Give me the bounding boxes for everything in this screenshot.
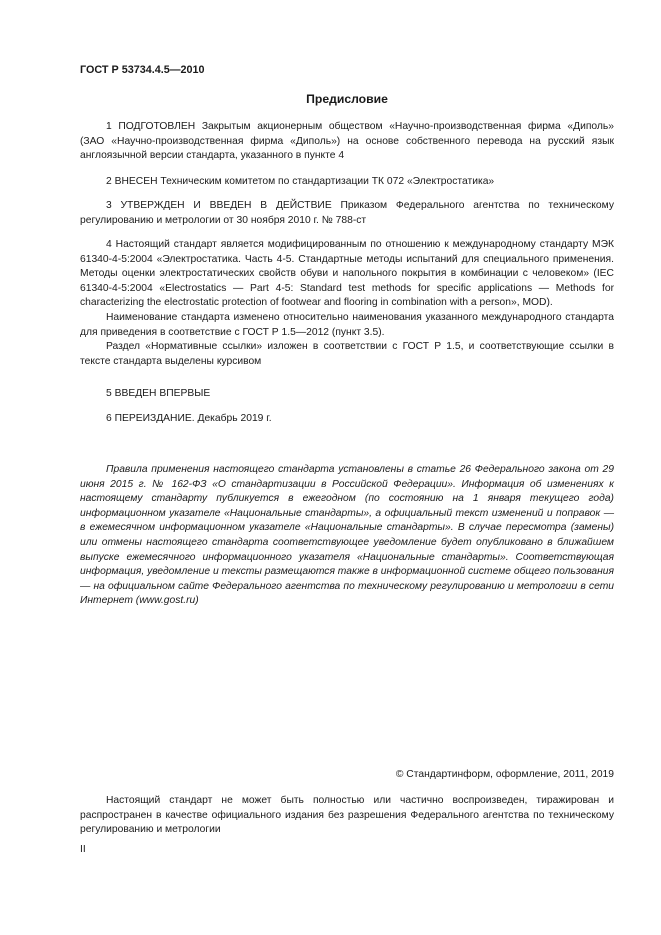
item-3	[80, 199, 614, 228]
item-6-text: 6 ПЕРЕИЗДАНИЕ. Декабрь 2019 г.	[106, 413, 272, 424]
item-5-text: 5 ВВЕДЕН ВПЕРВЫЕ	[106, 388, 211, 399]
document-code: ГОСТ Р 53734.4.5—2010	[80, 64, 205, 76]
page-title: Предисловие	[306, 92, 388, 106]
item-4-references: Раздел «Нормативные ссылки» изложен в соответствии с ГОСТ Р 1.5, и соответствующие ссылки в тексте стандарта выделены курсивом	[80, 341, 614, 367]
reproduction-notice	[80, 794, 614, 838]
item-2-text: 2 ВНЕСЕН Техническим комитетом по стандартизации ТК 072 «Электростатика»	[106, 176, 495, 187]
item-6	[80, 412, 614, 427]
item-5	[80, 387, 614, 402]
item-4-name-change: Наименование стандарта изменено относительно наименования указанного международного стандарта для приведения в соответствие с ГОСТ Р 1.5—2012 (пункт 3.5).	[80, 311, 614, 338]
item-2	[80, 175, 614, 190]
reproduction-notice-text: Настоящий стандарт не может быть полностью или частично воспроизведен, тиражирован и распространен в качестве официального издания без разрешения Федерального агентства по техническому регулированию и метрологии	[80, 795, 614, 836]
page-number: II	[80, 844, 86, 855]
rules-notice-text: Правила применения настоящего стандарта установлены в статье 26 Федерального закона от 29 июня 2015 г. № 162-ФЗ «О стандартизации в Российской Федерации». Информация об изменениях к настоящему стандарту публикуется в ежегодном (по состоянию на 1 января текущего года) информационном указателе «Национальные стандарты», а официальный текст изменений и поправок — в ежемесячном информационном указателе «Национальные стандарты». В случае пересмотра (замены) или отмены настоящего стандарта соответствующее уведомление будет опубликовано в ближайшем выпуске ежемесячного информационного указателя «Национальные стандарты». Соответствующая информация, уведомление и тексты размещаются также в информационной системе общего пользования — на официальном сайте Федерального агентства по техническому регулированию и метрологии в сети Интернет (www.gost.ru)	[80, 464, 614, 607]
copyright: © Стандартинформ, оформление, 2011, 2019	[395, 769, 614, 780]
item-4-text: 4 Настоящий стандарт является модифицированным по отношению к международному стандарту МЭК 61340-4-5:2004 «Электростатика. Часть 4-5. Стандартные методы испытаний для специального применения. Методы оценки электростатических свойств обуви и напольного покрытия в комбинации с человеком» (IEC 61340-4-5:2004 «Electrostatics — Part 4-5: Standard test methods for specific applications — Methods for characterizing the electrostatic protection of footwear and flooring in combination with a person», MOD).	[80, 239, 614, 309]
item-1	[80, 120, 614, 164]
item-1-text: 1 ПОДГОТОВЛЕН Закрытым акционерным обществом «Научно-производственная фирма «Диполь» (ЗАО «Научно-производственная фирма «Диполь») на основе собственного перевода на русский язык англоязычной версии стандарта, указанного в пункте 4	[80, 121, 614, 162]
item-3-text: 3 УТВЕРЖДЕН И ВВЕДЕН В ДЕЙСТВИЕ Приказом Федерального агентства по техническому регулированию и метрологии от 30 ноября 2010 г. № 788-ст	[80, 200, 614, 226]
rules-notice	[80, 463, 614, 609]
item-4	[80, 238, 614, 369]
